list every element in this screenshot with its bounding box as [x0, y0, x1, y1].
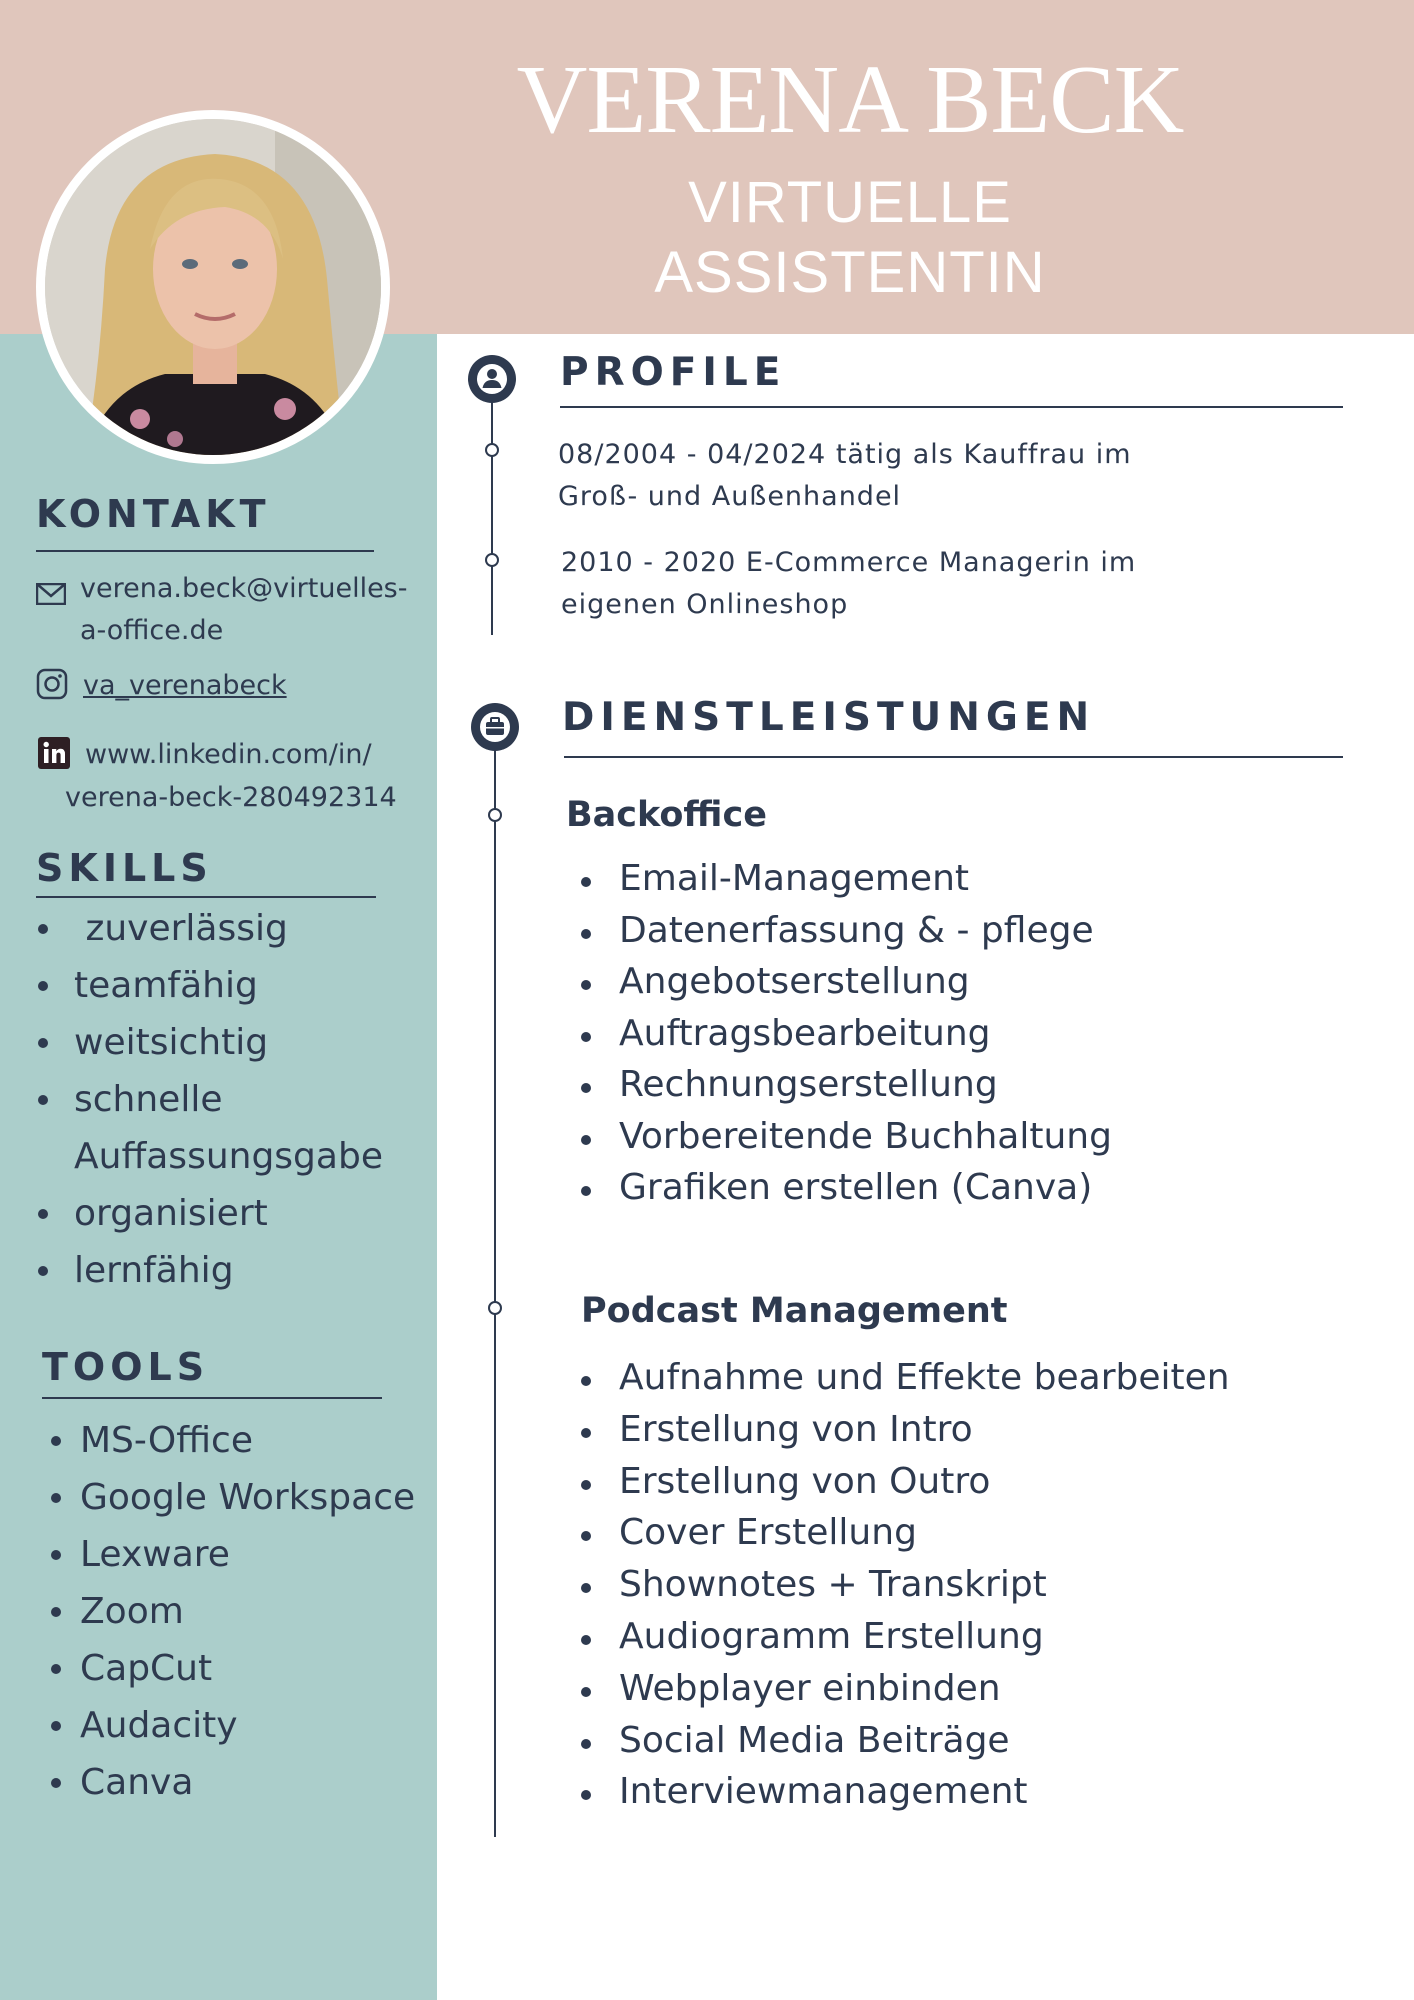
service-item: Grafiken erstellen (Canva) — [581, 1162, 1341, 1214]
tools-list — [42, 1412, 422, 1811]
skill-item: teamfähig — [36, 957, 366, 1014]
tool-item: Google Workspace — [42, 1469, 422, 1526]
services-heading: DIENSTLEISTUNGEN — [562, 695, 1096, 740]
person-icon — [468, 355, 516, 403]
service-item: Email-Management — [581, 853, 1341, 905]
skill-item: schnelle Auffassungsgabe — [36, 1071, 366, 1185]
timeline-dot — [485, 553, 499, 567]
skill-item: weitsichtig — [36, 1014, 366, 1071]
service-item: Social Media Beiträge — [581, 1715, 1361, 1767]
service-item: Webplayer einbinden — [581, 1663, 1361, 1715]
instagram-handle[interactable]: va_verenabeck — [83, 670, 287, 701]
skill-item: lernfähig — [36, 1242, 366, 1299]
tool-item: Canva — [42, 1754, 422, 1811]
skills-heading: SKILLS — [36, 846, 213, 890]
contact-divider — [36, 550, 374, 552]
profile-photo — [36, 110, 390, 464]
linkedin-icon — [38, 737, 70, 769]
service-item: Datenerfassung & - pflege — [581, 905, 1341, 957]
tool-item: Zoom — [42, 1583, 422, 1640]
profile-entry: 08/2004 - 04/2024 tätig als Kauffrau im Groß- und Außenhandel — [558, 439, 1132, 512]
job-title: VIRTUELLE ASSISTENTIN — [654, 170, 1046, 305]
instagram-icon — [36, 668, 68, 700]
podcast-list — [581, 1352, 1361, 1818]
contact-heading: KONTAKT — [36, 492, 271, 536]
service-item: Auftragsbearbeitung — [581, 1008, 1341, 1060]
timeline-dot — [488, 808, 502, 822]
email-line-1[interactable]: verena.beck@virtuelles- — [80, 573, 408, 604]
backoffice-list — [581, 853, 1341, 1214]
timeline-dot — [488, 1301, 502, 1315]
podcast-title: Podcast Management — [581, 1291, 1008, 1331]
tool-item: CapCut — [42, 1640, 422, 1697]
profile-divider — [560, 406, 1343, 408]
profile-photo-image — [45, 119, 381, 455]
envelope-icon — [36, 583, 66, 605]
profile-entry: 2010 - 2020 E-Commerce Managerin im eigenen Onlineshop — [561, 547, 1137, 620]
linkedin-line-2[interactable]: verena-beck-280492314 — [65, 782, 397, 813]
service-item: Audiogramm Erstellung — [581, 1611, 1361, 1663]
service-item: Cover Erstellung — [581, 1507, 1361, 1559]
skill-item: zuverlässig — [36, 900, 366, 957]
service-item: Erstellung von Intro — [581, 1404, 1361, 1456]
services-timeline-line — [494, 745, 496, 1837]
service-item: Interviewmanagement — [581, 1766, 1361, 1818]
email-line-2[interactable]: a-office.de — [80, 615, 224, 646]
services-divider — [564, 756, 1343, 758]
tools-divider — [42, 1397, 382, 1399]
service-item: Vorbereitende Buchhaltung — [581, 1111, 1341, 1163]
skills-list — [36, 900, 383, 1299]
skills-divider — [36, 896, 376, 898]
tools-heading: TOOLS — [42, 1345, 210, 1389]
skill-item: organisiert — [36, 1185, 366, 1242]
profile-timeline-line — [491, 400, 493, 635]
service-item: Erstellung von Outro — [581, 1456, 1361, 1508]
briefcase-icon — [471, 703, 519, 751]
timeline-dot — [485, 443, 499, 457]
backoffice-title: Backoffice — [566, 795, 767, 835]
linkedin-line-1[interactable]: www.linkedin.com/in/ — [85, 739, 372, 770]
tool-item: MS-Office — [42, 1412, 422, 1469]
service-item: Aufnahme und Effekte bearbeiten — [581, 1352, 1361, 1404]
tool-item: Audacity — [42, 1697, 422, 1754]
tool-item: Lexware — [42, 1526, 422, 1583]
profile-heading: PROFILE — [560, 350, 787, 395]
service-item: Shownotes + Transkript — [581, 1559, 1361, 1611]
person-name: VERENA BECK — [516, 46, 1184, 154]
service-item: Angebotserstellung — [581, 956, 1341, 1008]
service-item: Rechnungserstellung — [581, 1059, 1341, 1111]
